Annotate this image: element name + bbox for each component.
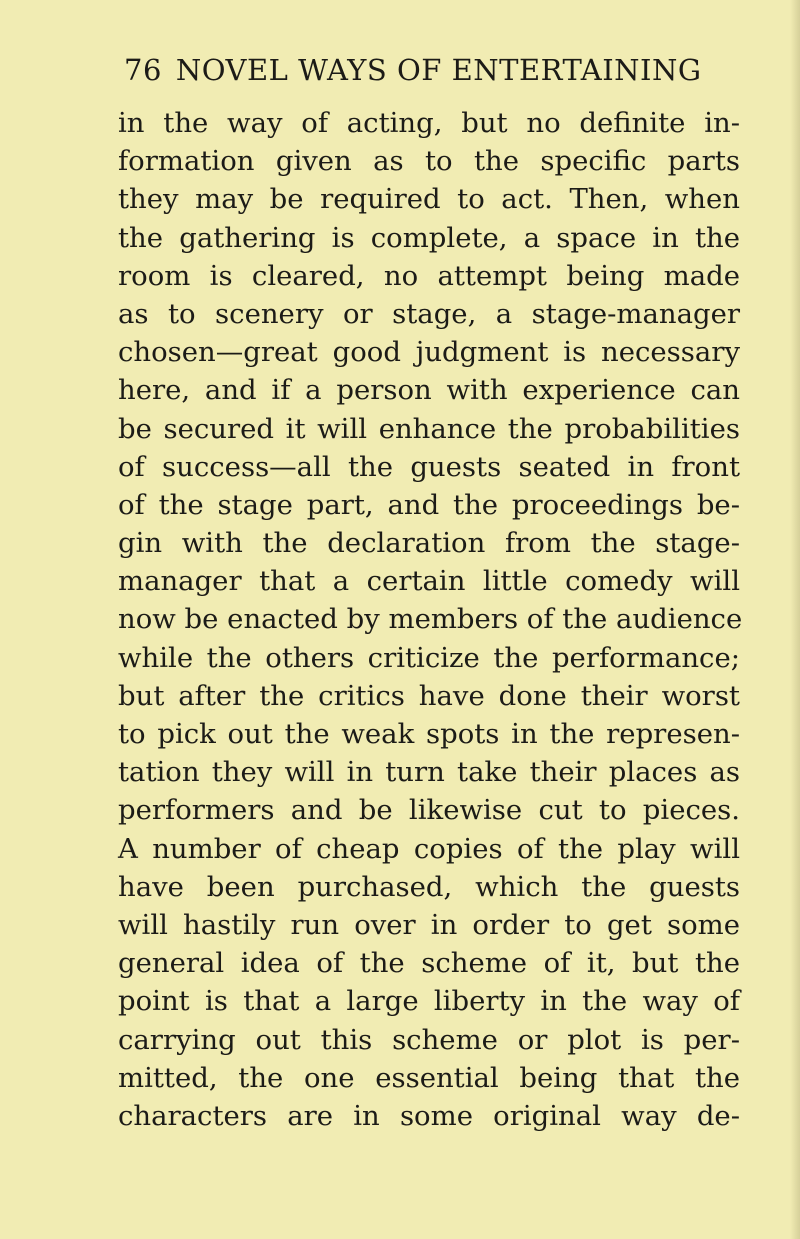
- text-line: characters are in some original way de-: [118, 1099, 740, 1132]
- text-line: will hastily run over in order to get some: [118, 908, 740, 941]
- page-edge-shadow: [790, 0, 800, 1239]
- text-line: manager that a certain little comedy will: [118, 565, 740, 598]
- text-line: carrying out this scheme or plot is per-: [118, 1023, 740, 1056]
- text-line: formation given as to the specific parts: [118, 145, 740, 178]
- running-head-title: NOVEL WAYS OF ENTERTAINING: [175, 53, 702, 87]
- text-line: of the stage part, and the proceedings be-: [118, 488, 740, 521]
- text-line: point is that a large liberty in the way of: [118, 985, 740, 1018]
- text-line: gin with the declaration from the stage-: [118, 527, 740, 560]
- text-line: room is cleared, no attempt being made: [118, 259, 740, 292]
- text-line: while the others criticize the performance;: [118, 641, 740, 674]
- text-line: of success—all the guests seated in front: [118, 450, 740, 483]
- text-line: have been purchased, which the guests: [118, 870, 740, 903]
- page-number: 76: [124, 53, 162, 87]
- text-line: here, and if a person with experience can: [118, 374, 740, 407]
- text-line: A number of cheap copies of the play will: [118, 832, 740, 865]
- text-line: performers and be likewise cut to pieces.: [118, 794, 740, 827]
- text-line: to pick out the weak spots in the represen-: [118, 718, 740, 750]
- text-line: the gathering is complete, a space in the: [118, 221, 740, 254]
- text-line: be secured it will enhance the probabilities: [118, 412, 740, 445]
- text-line: chosen—great good judgment is necessary: [118, 336, 740, 369]
- body-text: [118, 104, 743, 1135]
- running-head: [124, 46, 744, 94]
- text-line: they may be required to act. Then, when: [118, 183, 740, 216]
- text-line: but after the critics have done their worst: [118, 679, 740, 712]
- text-line: mitted, the one essential being that the: [118, 1061, 740, 1094]
- text-line: in the way of acting, but no definite in-: [118, 107, 740, 139]
- text-line: tation they will in turn take their places as: [118, 756, 740, 789]
- text-line: general idea of the scheme of it, but the: [118, 947, 740, 980]
- text-line: as to scenery or stage, a stage-manager: [118, 297, 740, 330]
- text-line: now be enacted by members of the audience: [118, 603, 743, 636]
